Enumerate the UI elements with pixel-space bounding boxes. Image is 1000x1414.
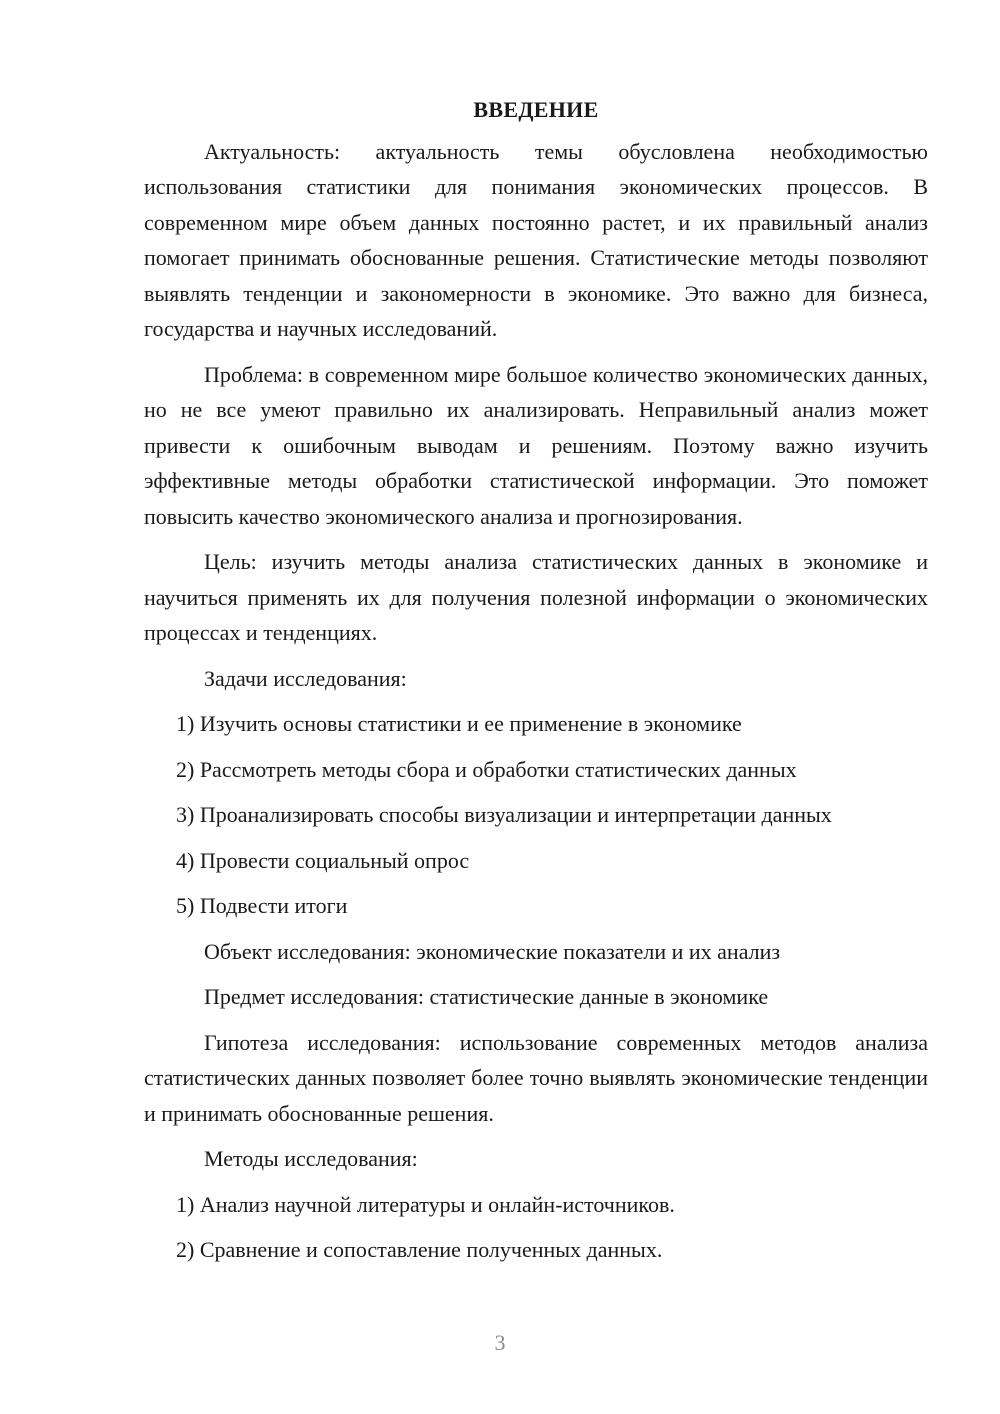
task-item-5: 5) Подвести итоги — [176, 893, 348, 918]
task-item-3: 3) Проанализировать способы визуализации и интерпретации данных — [176, 802, 832, 827]
method-item-1: 1) Анализ научной литературы и онлайн-источников. — [176, 1191, 675, 1217]
tasks-title: Задачи исследования: — [204, 665, 407, 691]
task-item-4: 4) Провести социальный опрос — [176, 847, 470, 873]
problem-paragraph: Проблема: в современном мире большое количество экономических данных, но не все умеют правильно их анализировать. Неправильный анализ может привести к ошибочным выводам и решениям. Поэтому важно изучить эффективные методы обработки статистической информации. Это поможет повысить качество экономического анализа и прогнозирования. — [144, 361, 928, 529]
document-page — [144, 92, 928, 1278]
page-title: ВВЕДЕНИЕ — [473, 97, 599, 122]
methods-title: Методы исследования: — [204, 1146, 418, 1171]
page-number: 3 — [494, 1330, 506, 1355]
task-item-1: 1) Изучить основы статистики и ее применение в экономике — [176, 711, 742, 736]
research-object: Объект исследования: экономические показатели и их анализ — [204, 938, 781, 964]
goal-paragraph: Цель: изучить методы анализа статистических данных в экономике и научиться применять их для получения полезной информации о экономических процессах и тенденциях. — [144, 549, 928, 645]
method-item-2: 2) Сравнение и сопоставление полученных данных. — [176, 1237, 663, 1262]
task-item-2: 2) Рассмотреть методы сбора и обработки статистических данных — [176, 756, 797, 782]
research-subject: Предмет исследования: статистические данные в экономике — [204, 984, 769, 1009]
relevance-paragraph: Актуальность: актуальность темы обусловлена необходимостью использования статистики для понимания экономических процессов. В современном мире объем данных постоянно растет, и их правильный анализ помогает принимать обоснованные решения. Статистические методы позволяют выявлять тенденции и закономерности в экономике. Это важно для бизнеса, государства и научных исследований. — [144, 138, 928, 341]
hypothesis-paragraph: Гипотеза исследования: использование современных методов анализа статистических данных позволяет более точно выявлять экономические тенденции и принимать обоснованные решения. — [144, 1029, 928, 1126]
